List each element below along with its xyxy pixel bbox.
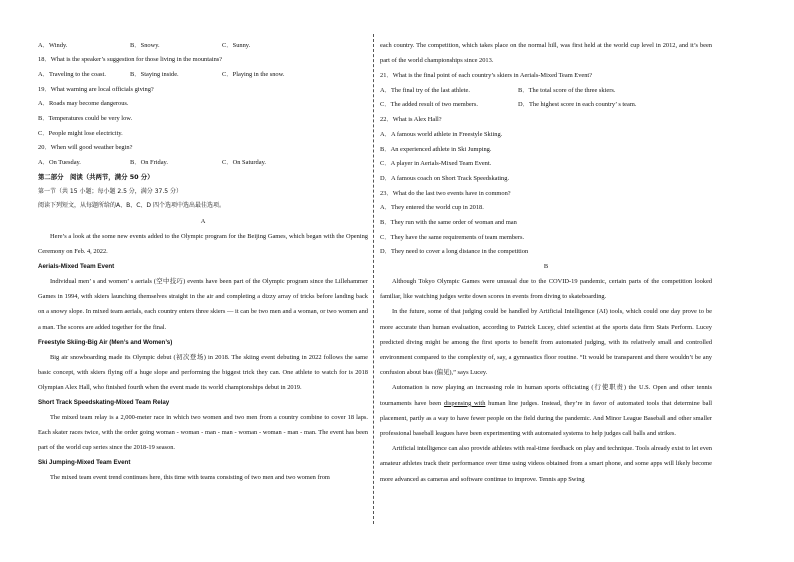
q17-option-a: A．Windy.: [38, 41, 68, 49]
event-heading-ski-jumping: Ski Jumping-Mixed Team Event: [38, 459, 131, 467]
q20-stem: 20．When will good weather begin?: [38, 144, 133, 152]
q20-options: [38, 156, 368, 171]
q23-stem: 23．What do the last two events have in common?: [380, 189, 511, 197]
q20-option-b: B．On Friday.: [130, 159, 168, 167]
event-paragraph-relay: The mixed team relay is a 2,000-meter race in which two women and two men from a country combine to cover 18 laps. Each skater races twice, with the order going woman - woman - man - man - woman - woman - man - man. The event has been part of the world cup series since the 2018-19 season.: [38, 413, 368, 452]
q18-stem: 18．What is the speaker’s suggestion for those living in the mountains?: [38, 56, 223, 64]
q22-option-b: B．An experienced athlete in Ski Jumping.: [380, 145, 492, 153]
part-two-heading: 第二部分 阅读（共两节，满分 50 分）: [38, 172, 154, 181]
passage-b-paragraph-3: [380, 380, 712, 441]
column-divider: [373, 34, 374, 524]
q23-option-a: A．They entered the world cup in 2018.: [380, 204, 484, 212]
q23-option-d: D．They need to cover a long distance in the competition: [380, 248, 529, 256]
q18-option-c: C．Playing in the snow.: [222, 71, 285, 79]
event-paragraph-aerials: Individual men’ s and women’ s aerials (空中技巧) events have been part of the Olympic program since the Lillehammer Games in 1994, with skiers launching themselves straight in the air and completing a dizzy array of tricks before landing back on a snowy slope. In mixed team aerials, each country enters three skiers — it can be two men and a woman, or two women and a man. The scores are added together for the final.: [38, 278, 368, 331]
passage-b-paragraph-2: In the future, some of that judging could be handled by Artificial Intelligence (AI) tools, which could one day prove to be more accurate than human evaluation, according to Patrick Lucey, chief scientist at the sports data firm Stats Perform. Lucey predicted diving might be among the first sports to benefit from automated judging, with its relatively small and controlled environment compared to the complexity of, say, a gymnastics floor routine. “It would be transparent and there wouldn’t be any confusion about bias (偏见),” says Lucey.: [380, 308, 712, 377]
q17-option-b: B．Snowy.: [130, 41, 160, 49]
q21-option-b: B．The total score of the three skiers.: [518, 86, 616, 94]
q20-option-a: A．On Tuesday.: [38, 159, 81, 167]
event-heading-relay: Short Track Speedskating-Mixed Team Relay: [38, 398, 170, 406]
q17-option-c: C．Sunny.: [222, 41, 251, 49]
q19-option-b: B．Temperatures could be very low.: [38, 115, 133, 123]
passage-b-paragraph-4: Artificial intelligence can also provide athletes with real-time feedback on play and technique. Tools already exist to let even amateur athletes track their performance over time using videos obtained from a smart phone, and some apps will likely become more advanced as cameras and software continue to improve. Tennis app Swing: [380, 445, 712, 483]
q21-option-c: C．The added result of two members.: [380, 101, 478, 109]
event-heading-aerials: Aerials-Mixed Team Event: [38, 263, 115, 271]
q22-option-d: D．A famous coach on Short Track Speedskating.: [380, 174, 510, 182]
event-paragraph-big-air: Big air snowboarding made its Olympic debut (初次登场) in 2018. The skiing event debuting in 2022 follows the same basic concept, with skiers flying off a huge slope and performing the biggest trick they can. One athlete to watch for is 2018 Olympian Alex Hall, who finished fourth when the event made its world championships debut in 2019.: [38, 353, 368, 391]
q17-options: [38, 38, 368, 53]
event-heading-big-air: Freestyle Skiing-Big Air (Men’s and Women’s): [38, 338, 173, 346]
q23-option-b: B．They run with the same order of woman and man: [380, 218, 517, 226]
q21-stem: 21．What is the final point of each country’s skiers in Aerials-Mixed Team Event?: [380, 72, 593, 80]
q22-option-c: C．A player in Aerials-Mixed Team Event.: [380, 160, 492, 168]
q23-option-c: C．They have the same requirements of team members.: [380, 233, 525, 241]
q18-option-b: B．Staying inside.: [130, 71, 179, 79]
event-paragraph-ski-jumping-end: each country. The competition, which takes place on the normal hill, was first held at the world cup level in 2012, and it’s been part of the world championships since 2013.: [380, 42, 712, 65]
q21-options-cd: [380, 98, 712, 113]
q18-option-a: A．Traveling to the coast.: [38, 71, 106, 79]
q21-option-a: A．The final try of the last athlete.: [380, 86, 470, 94]
passage-a-label: A: [200, 217, 206, 225]
passage-b-paragraph-3-b: human line judges. Instead, they’re in favor of automated tools that determine ball placement, partly as a way to have fewer people on the field during the pandemic. And Minor League Baseball and other smaller professional baseball leagues have been experimenting with automated systems to help judges call balls and strikes.: [380, 399, 712, 438]
passage-b-label: B: [543, 263, 549, 270]
q19-option-c: C．People might lose electricity.: [38, 129, 123, 137]
q18-options: [38, 67, 368, 82]
reading-instruction: 阅读下列短文，从每题所给的A、B、C、D 四个选项中选出最佳选项。: [38, 202, 225, 210]
q20-option-c: C．On Saturday.: [222, 159, 266, 167]
event-paragraph-ski-jumping-start: The mixed team event trend continues here, this time with teams consisting of two men and two women from: [50, 474, 330, 482]
q22-stem: 22．What is Alex Hall?: [380, 116, 442, 124]
q21-options-ab: [380, 83, 712, 98]
q19-option-a: A．Roads may become dangerous.: [38, 100, 129, 108]
underlined-phrase: dispensing with: [443, 399, 486, 407]
q19-stem: 19．What warning are local officials giving?: [38, 85, 154, 93]
section-one-heading: 第一节（共 15 小题；每小题 2.5 分，满分 37.5 分）: [38, 187, 182, 195]
q21-option-d: D．The highest score in each country’ s team.: [518, 101, 637, 109]
passage-b-paragraph-1: Although Tokyo Olympic Games were unusual due to the COVID-19 pandemic, certain parts of the competition looked familiar, like watching judges write down scores in events from diving to skateboarding.: [380, 278, 712, 301]
passage-b-paragraph-3-a: Automation is now playing an increasing role in human sports officiating (行使职责) the U.S. Open and other tennis tournaments have been: [380, 384, 712, 407]
q22-option-a: A．A famous world athlete in Freestyle Skiing.: [380, 130, 503, 138]
passage-a-intro: Here’s a look at the some new events added to the Olympic program for the Beijing Games, which began with the Opening Ceremony on Feb. 4, 2022.: [38, 232, 368, 256]
right-column: [380, 38, 712, 487]
left-column: [38, 38, 368, 485]
